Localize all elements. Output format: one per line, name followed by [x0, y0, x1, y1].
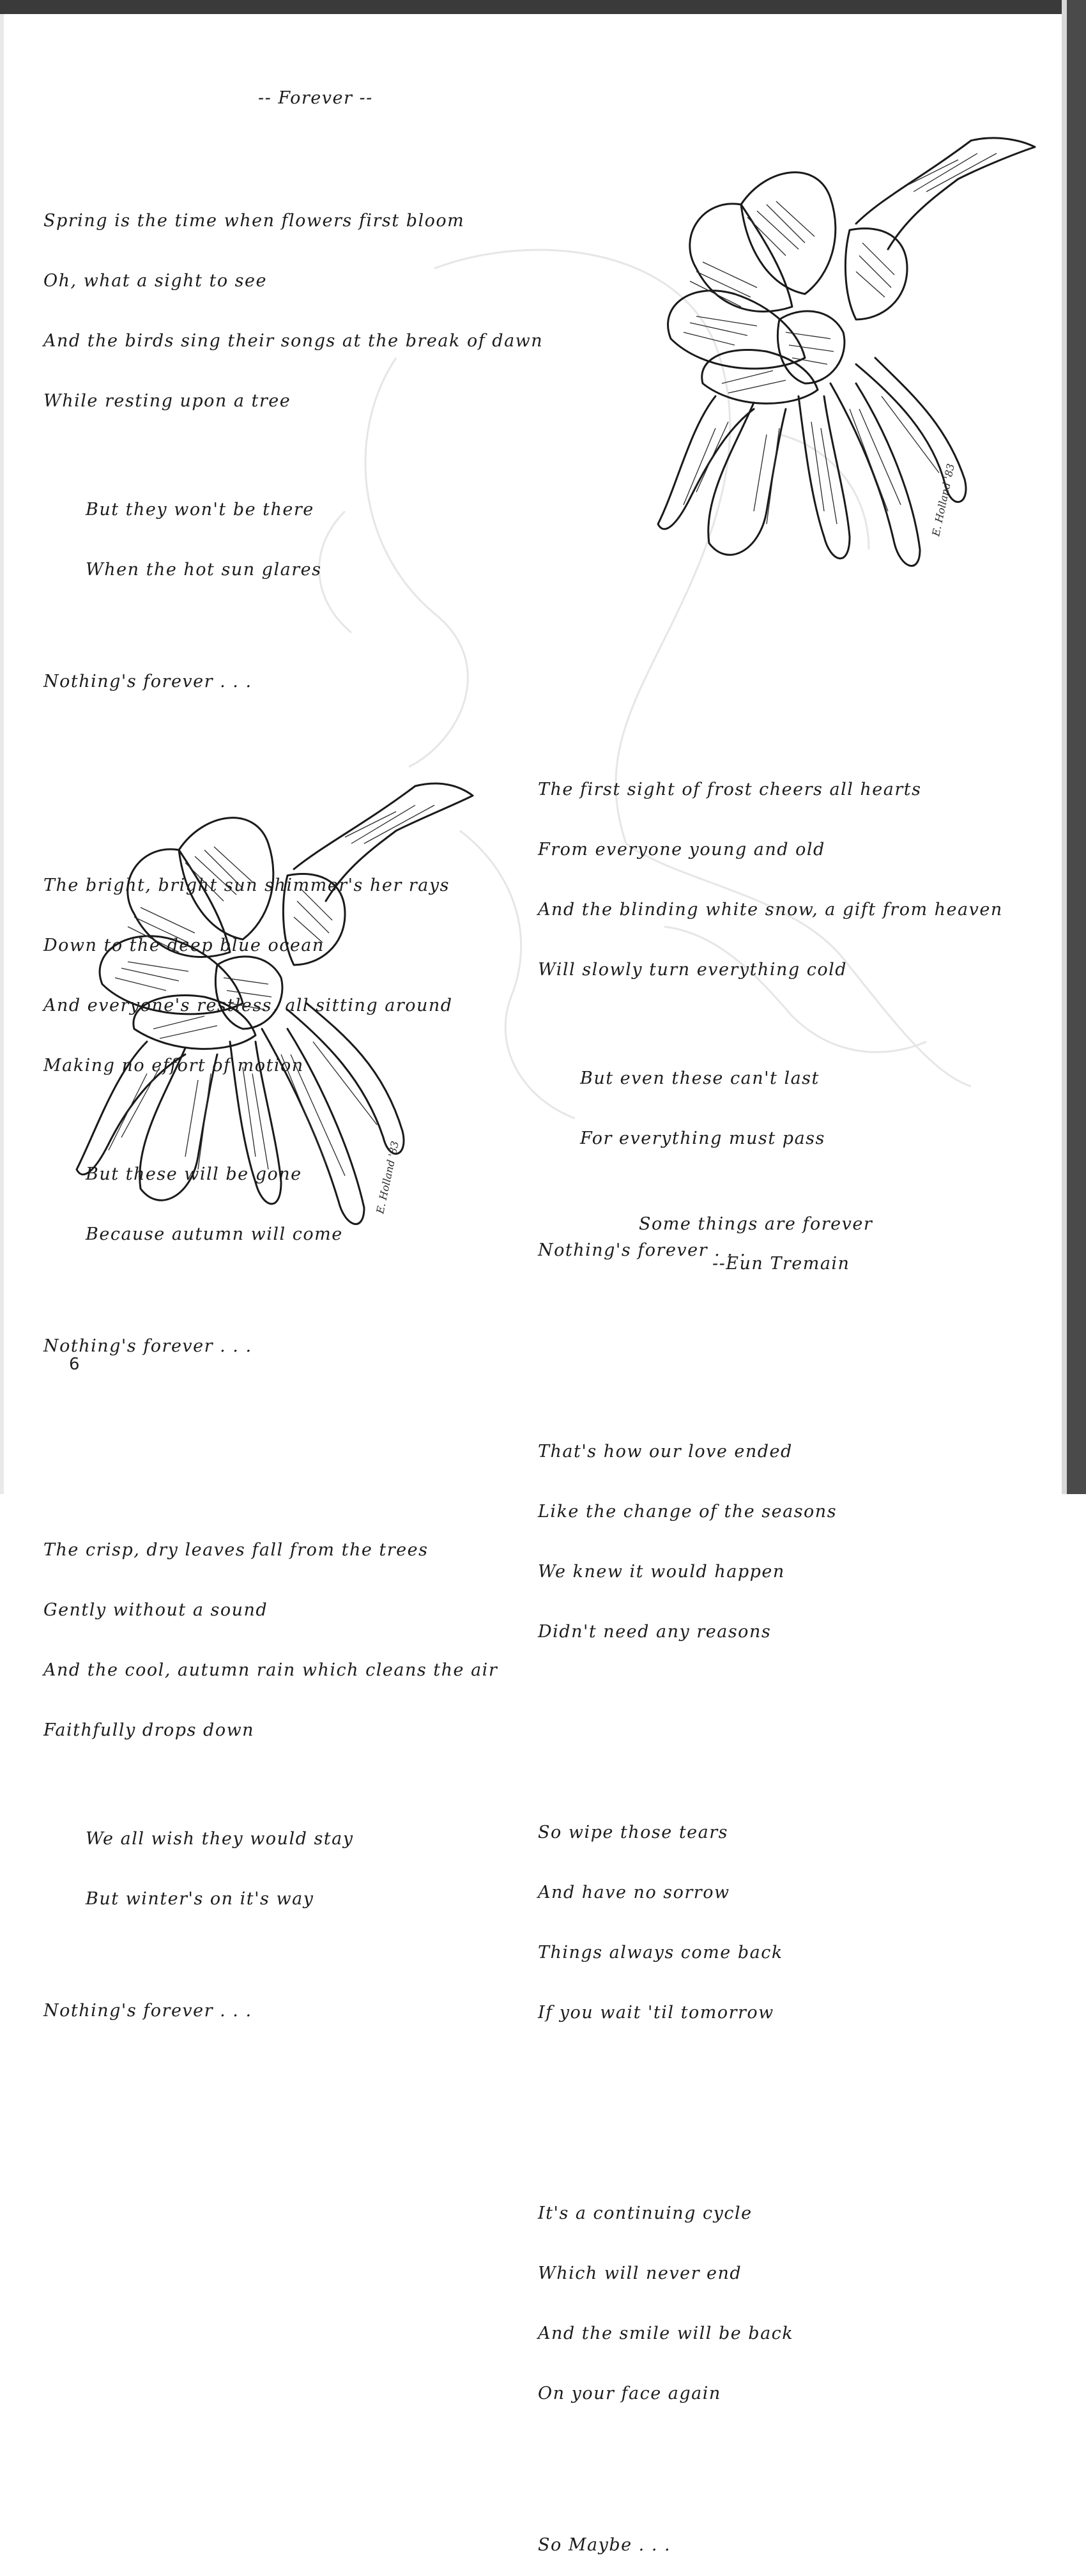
artist-signature: E. Holland '83	[374, 1139, 401, 1215]
poem-line: And the cool, autumn rain which cleans the air	[43, 1660, 498, 1680]
refrain-line: We all wish they would stay	[86, 1829, 354, 1849]
poem-line: While resting upon a tree	[43, 391, 291, 411]
stanza	[538, 1402, 1003, 1682]
poem-line: Things always come back	[538, 1943, 783, 1963]
finale-second-line: Some things are forever	[639, 1214, 873, 1234]
stanza	[538, 2164, 1003, 2444]
refrain-line: When the hot sun glares	[86, 560, 322, 580]
poem-line: The crisp, dry leaves fall from the trees	[43, 1540, 429, 1560]
poem-line: It's a continuing cycle	[538, 2203, 753, 2223]
poem-line: Oh, what a sight to see	[43, 271, 267, 291]
closing-line: Nothing's forever . . .	[43, 672, 252, 691]
poem-line: On your face again	[538, 2384, 721, 2403]
artist-signature: E. Holland '83	[929, 462, 957, 537]
poem-line: We knew it would happen	[538, 1562, 785, 1582]
poem-line: And everyone's restless, all sitting around	[43, 996, 453, 1015]
stanza	[43, 1500, 543, 2062]
poem-line: So wipe those tears	[538, 1823, 729, 1842]
stanza	[43, 171, 543, 732]
poem-author: --Eun Tremain	[712, 1254, 850, 1274]
poem-line: Will slowly turn everything cold	[538, 960, 848, 980]
closing-line: Nothing's forever . . .	[538, 1240, 747, 1260]
poem-line: The first sight of frost cheers all hearts	[538, 780, 922, 799]
poem-line: Down to the deep blue ocean	[43, 936, 325, 955]
scan-right-edge	[1067, 0, 1086, 1494]
flower-illustration-top	[639, 128, 1048, 601]
poem-line: Like the change of the seasons	[538, 1502, 837, 1522]
refrain-line: Because autumn will come	[86, 1224, 343, 1244]
poem-line: And the smile will be back	[538, 2324, 794, 2343]
refrain-line: But even these can't last	[580, 1068, 820, 1088]
poem-line: Spring is the time when flowers first bloom	[43, 211, 465, 231]
page-left-shadow	[0, 14, 4, 1494]
poem-line: And the birds sing their songs at the break of dawn	[43, 331, 544, 351]
finale-line: So Maybe . . .	[538, 2535, 671, 2555]
closing-line: Nothing's forever . . .	[43, 1336, 252, 1356]
poem-line: Gently without a sound	[43, 1600, 268, 1620]
stanza	[538, 1783, 1003, 2063]
poem-line: If you wait 'til tomorrow	[538, 2003, 774, 2023]
page-number: 6	[69, 1355, 80, 1374]
refrain-line: But winter's on it's way	[86, 1889, 314, 1909]
poem-line: From everyone young and old	[538, 840, 825, 860]
poem-line: The bright, bright sun shimmer's her rays	[43, 875, 450, 895]
closing-line: Nothing's forever . . .	[43, 2001, 252, 2021]
flower-illustration-bottom	[70, 767, 479, 1253]
refrain-line: For everything must pass	[580, 1129, 825, 1148]
poem-line: And have no sorrow	[538, 1883, 730, 1902]
poem-line: Didn't need any reasons	[538, 1622, 772, 1642]
poem-line: Which will never end	[538, 2264, 742, 2283]
refrain-line: But these will be gone	[86, 1164, 302, 1184]
scan-top-edge	[0, 0, 1086, 14]
poem-column-two	[538, 700, 1003, 2576]
poem-line: Faithfully drops down	[43, 1720, 255, 1740]
refrain-line: But they won't be there	[86, 500, 314, 520]
poem-line: Making no effort of motion	[43, 1056, 304, 1076]
poem-title: -- Forever --	[258, 88, 373, 108]
poem-line: That's how our love ended	[538, 1442, 793, 1462]
scan-fold	[1062, 0, 1067, 1494]
poem-line: And the blinding white snow, a gift from heaven	[538, 900, 1003, 920]
